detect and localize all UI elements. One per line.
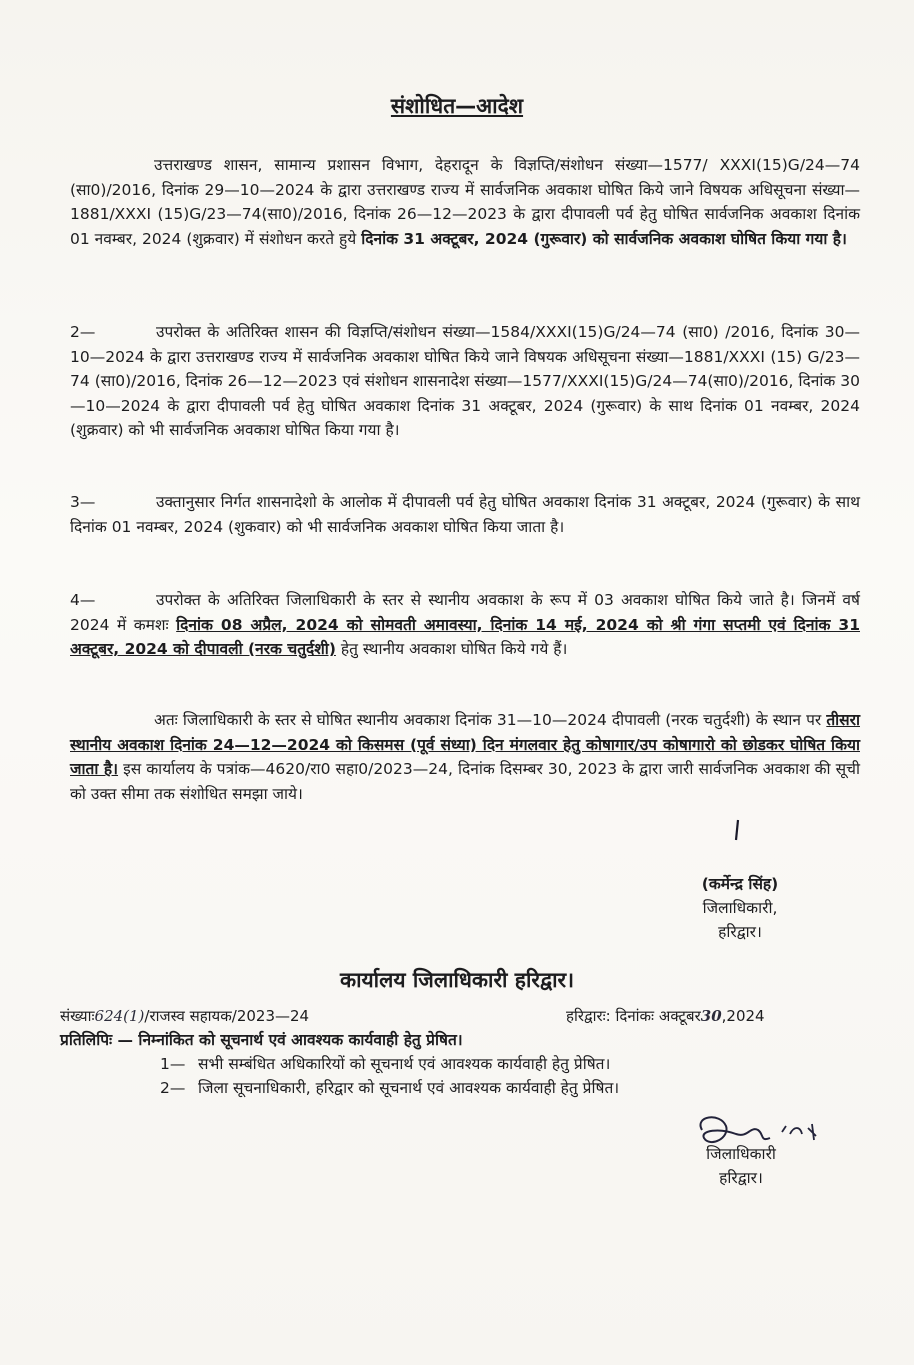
paragraph-2-number: 2— xyxy=(70,323,96,341)
paragraph-4-text-b: हेतु स्थानीय अवकाश घोषित किये गये हैं। xyxy=(335,640,568,658)
copy-to-item-2-text: जिला सूचनाधिकारी, हरिद्वार को सूचनार्थ एवं आवश्यक कार्यवाही हेतु प्रेषित। xyxy=(198,1079,620,1097)
signatory-2-place: हरिद्वार। xyxy=(719,1169,763,1187)
reference-date-handwritten: 30 xyxy=(700,1007,722,1025)
office-heading: कार्यालय जिलाधिकारी हरिद्वार। xyxy=(339,968,575,992)
paragraph-4-number: 4— xyxy=(70,591,96,609)
paragraph-3 xyxy=(70,490,860,539)
paragraph-4-text-a: उपरोक्त के अतिरिक्त जिलाधिकारी के स्तर से स्थानीय अवकाश के रूप में 03 अवकाश घोषित किये जाते है। जिनमें वर्ष 2024 में कमशः xyxy=(70,591,860,634)
copy-to-item-1-text: सभी सम्बंधित अधिकारियों को सूचनार्थ एवं आवश्यक कार्यवाही हेतु प्रेषित। xyxy=(198,1055,611,1073)
copy-to-item-1 xyxy=(160,1052,610,1074)
reference-date xyxy=(566,1006,765,1026)
paragraph-3-text: उक्तानुसार निर्गत शासनादेशो के आलोक में दीपावली पर्व हेतु घोषित अवकाश दिनांक 31 अक्टूबर, 2024 (गुरूवार) के साथ दिनांक 01 नवम्बर, 2024 (शुकवार) को भी सार्वजनिक अवकाश घोषित किया जाता है। xyxy=(70,493,860,536)
paragraph-1-text: उत्तराखण्ड शासन, सामान्य प्रशासन विभाग, देहरादून के विज्ञप्ति/संशोधन संख्या—1577/ XXXI(15)G/24—74 (सा0)/2016, दिनांक 29—10—2024 के द्वारा उत्तराखण्ड राज्य में सार्वजनिक अवकाश घोषित किये जाने विषयक अधिसूचना संख्या—1881/XXXI (15)G/23—74(सा0)/2016, दिनांक 26—12—2023 के द्वारा दीपावली पर्व हेतु घोषित सार्वजनिक अवकाश दिनांक 01 नवम्बर, 2024 (शुक्रवार) में संशोधन करते हुये xyxy=(70,156,860,248)
paragraph-2 xyxy=(70,320,860,443)
paragraph-1-bold: दिनांक 31 अक्टूबर, 2024 (गुरूवार) को सार्वजनिक अवकाश घोषित किया गया है। xyxy=(361,229,847,248)
signature-block-1 xyxy=(660,872,820,944)
signatory-2-designation: जिलाधिकारी xyxy=(706,1145,776,1163)
signatory-place: हरिद्वार। xyxy=(718,923,762,941)
reference-number-label: संख्याः xyxy=(60,1007,95,1025)
copy-to-heading: प्रतिलिपिः — निम्नांकित को सूचनार्थ एवं आवश्यक कार्यवाही हेतु प्रेषित। xyxy=(60,1031,463,1049)
paragraph-4 xyxy=(70,588,860,662)
signature-block-2 xyxy=(676,1142,806,1190)
signatory-name: (कर्मेन्द्र सिंह) xyxy=(701,875,779,893)
paragraph-2-text: उपरोक्त के अतिरिक्त शासन की विज्ञप्ति/संशोधन संख्या—1584/XXXI(15)G/24—74 (सा0) /2016, दिनांक 30—10—2024 के द्वारा उत्तराखण्ड राज्य में सार्वजनिक अवकाश घोषित किये जाने विषयक अधिसूचना संख्या—1881/XXXI (15) G/23—74 (सा0)/2016, दिनांक 26—12—2023 एवं संशोधन शासनादेश संख्या—1577/XXXI(15)G/24—74(सा0)/2016, दिनांक 30—10—2024 के द्वारा दीपावली पर्व हेतु घोषित अवकाश दिनांक 31 अक्टूबर, 2024 (गुरूवार) के साथ दिनांक 01 नवम्बर, 2024 (शुक्रवार) को भी सार्वजनिक अवकाश घोषित किया गया है। xyxy=(70,323,860,439)
paragraph-5-text-b: इस कार्यालय के पत्रांक—4620/रा0 सहा0/2023—24, दिनांक दिसम्बर 30, 2023 के द्वारा जारी सार्वजनिक अवकाश की सूची को उक्त सीमा तक संशोधित समझा जाये। xyxy=(70,760,860,803)
page-title: संशोधित—आदेश xyxy=(390,94,524,118)
signatory-designation: जिलाधिकारी, xyxy=(702,899,778,917)
copy-to-item-1-number: 1— xyxy=(160,1055,186,1073)
reference-date-label: हरिद्वारः: दिनांकः अक्टूबर xyxy=(566,1007,701,1025)
reference-date-rest: ,2024 xyxy=(721,1007,765,1025)
paragraph-3-number: 3— xyxy=(70,493,96,511)
reference-number-handwritten: 624(1) xyxy=(94,1007,145,1025)
copy-to-item-2 xyxy=(160,1076,619,1098)
copy-to-item-2-number: 2— xyxy=(160,1079,186,1097)
paragraph-1 xyxy=(70,153,860,251)
paragraph-5-bold: तीसरा स्थानीय अवकाश दिनांक 24—12—2024 को किसमस (पूर्व संध्या) दिन मंगलवार हेतु कोषागार/उप कोषागारो को छोडकर घोषित किया जाता है। xyxy=(70,711,860,778)
paragraph-5-text-a: अतः जिलाधिकारी के स्तर से घोषित स्थानीय अवकाश दिनांक 31—10—2024 दीपावली (नरक चतुर्दशी) के स्थान पर xyxy=(154,711,827,729)
paragraph-4-bold: दिनांक 08 अप्रैल, 2024 को सोमवती अमावस्या, दिनांक 14 मई, 2024 को श्री गंगा सप्तमी एवं दिनांक 31 अक्टूबर, 2024 को दीपावली (नरक चतुर्दशी) xyxy=(70,615,860,658)
reference-number-rest: /राजस्व सहायक/2023—24 xyxy=(144,1007,310,1025)
paragraph-5 xyxy=(70,708,860,806)
pen-mark xyxy=(730,818,744,842)
reference-number xyxy=(60,1006,309,1026)
